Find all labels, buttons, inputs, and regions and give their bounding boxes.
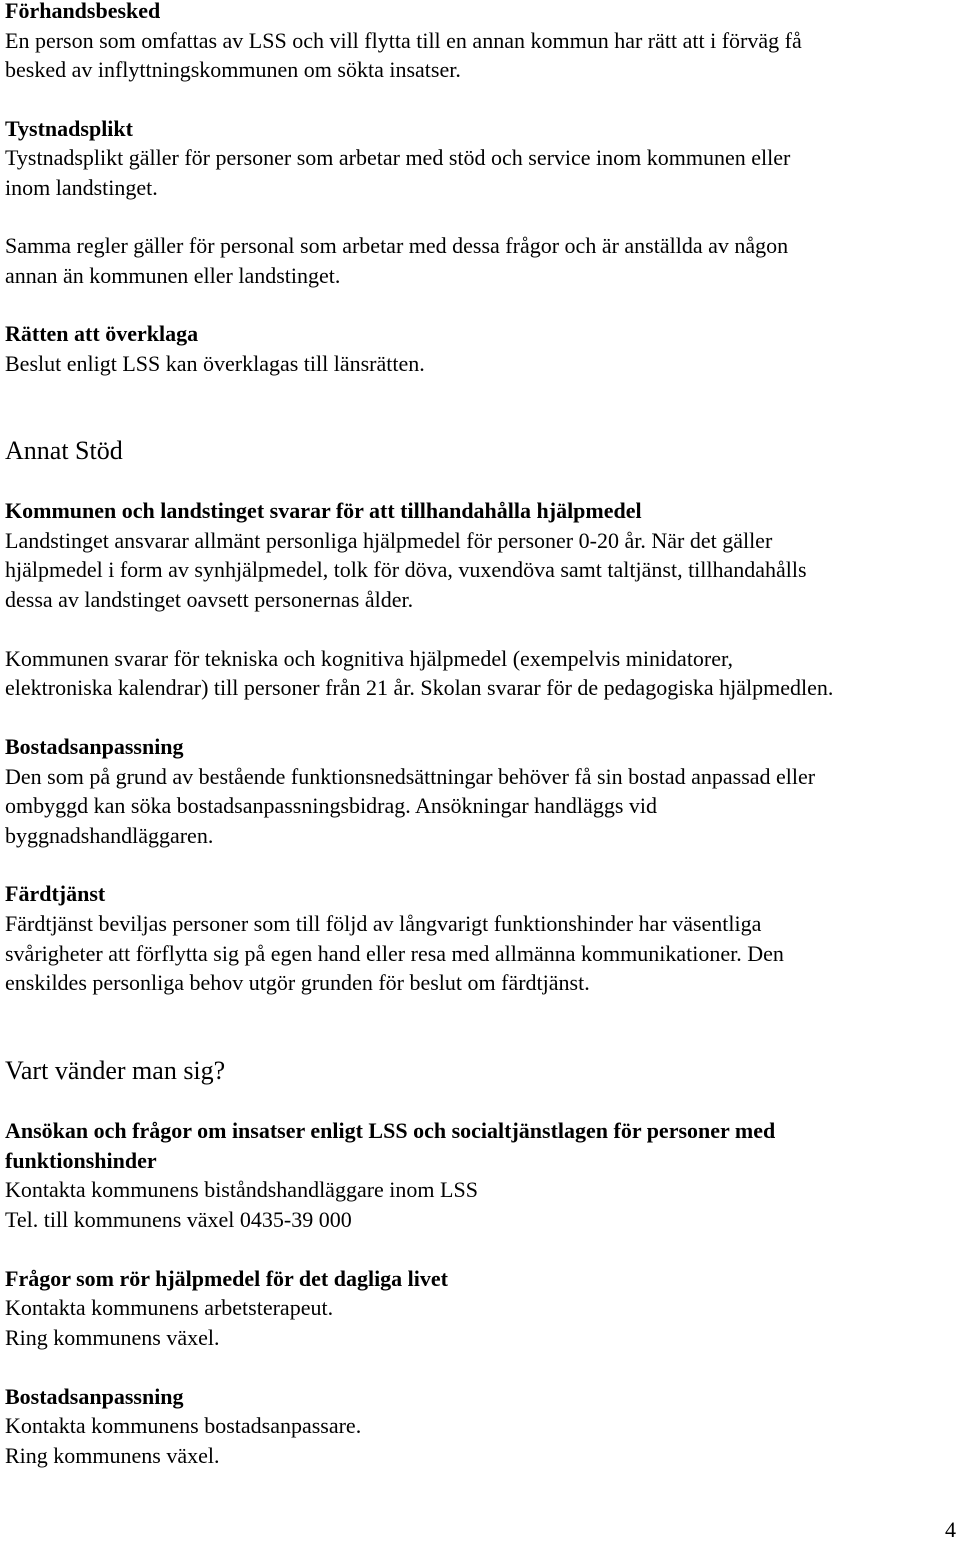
text-line: Den som på grund av bestående funktionsnedsättningar behöver få sin bostad anpassad eller	[5, 764, 816, 789]
heading-bostad: Bostadsanpassning	[5, 1384, 184, 1409]
heading-bostadsanpassning: Bostadsanpassning	[5, 734, 184, 759]
heading-overklaga: Rätten att överklaga	[5, 321, 199, 346]
text-line: Beslut enligt LSS kan överklagas till länsrätten.	[5, 351, 425, 376]
text-line: Ring kommunens växel.	[5, 1443, 220, 1468]
text-line: dessa av landstinget oavsett personernas ålder.	[5, 587, 414, 612]
heading-ansokan: Ansökan och frågor om insatser enligt LSS och socialtjänstlagen för personer med	[5, 1118, 776, 1143]
text-line: Samma regler gäller för personal som arbetar med dessa frågor och är anställda av någon	[5, 233, 789, 258]
text-line: byggnadshandläggaren.	[5, 823, 214, 848]
text-line: Ring kommunens växel.	[5, 1325, 220, 1350]
text-line: hjälpmedel i form av synhjälpmedel, tolk för döva, vuxendöva samt taltjänst, tillhandahålls	[5, 557, 807, 582]
heading-fardtjanst: Färdtjänst	[5, 881, 106, 906]
section-title-annat-stod: Annat Stöd	[5, 436, 123, 465]
heading-tystnadsplikt: Tystnadsplikt	[5, 116, 133, 141]
text-line: svårigheter att förflytta sig på egen hand eller resa med allmänna kommunikationer. Den	[5, 941, 784, 966]
page-number: 4	[945, 1517, 956, 1542]
text-line: Tystnadsplikt gäller för personer som arbetar med stöd och service inom kommunen eller	[5, 145, 791, 170]
heading-forhandsbesked: Förhandsbesked	[5, 0, 161, 23]
text-line: En person som omfattas av LSS och vill flytta till en annan kommun har rätt att i förväg få	[5, 28, 802, 53]
text-line: Landstinget ansvarar allmänt personliga hjälpmedel för personer 0-20 år. När det gäller	[5, 528, 773, 553]
text-line: annan än kommunen eller landstinget.	[5, 263, 341, 288]
heading-ansokan-cont: funktionshinder	[5, 1148, 157, 1173]
text-line: elektroniska kalendrar) till personer från 21 år. Skolan svarar för de pedagogiska hjälpmedlen.	[5, 675, 834, 700]
heading-hjalpmedel: Kommunen och landstinget svarar för att tillhandahålla hjälpmedel	[5, 498, 642, 523]
text-line: enskildes personliga behov utgör grunden för beslut om färdtjänst.	[5, 970, 590, 995]
text-line: Tel. till kommunens växel 0435-39 000	[5, 1207, 352, 1232]
text-line: Färdtjänst beviljas personer som till följd av långvarigt funktionshinder har väsentliga	[5, 911, 762, 936]
heading-fragor: Frågor som rör hjälpmedel för det dagliga livet	[5, 1266, 448, 1291]
text-line: Kontakta kommunens bostadsanpassare.	[5, 1413, 362, 1438]
text-line: Kontakta kommunens arbetsterapeut.	[5, 1295, 334, 1320]
section-title-vart: Vart vänder man sig?	[5, 1056, 226, 1085]
text-line: inom landstinget.	[5, 175, 158, 200]
text-line: besked av inflyttningskommunen om sökta insatser.	[5, 57, 461, 82]
text-line: Kommunen svarar för tekniska och kognitiva hjälpmedel (exempelvis minidatorer,	[5, 646, 733, 671]
text-line: ombyggd kan söka bostadsanpassningsbidrag. Ansökningar handläggs vid	[5, 793, 657, 818]
text-line: Kontakta kommunens biståndshandläggare inom LSS	[5, 1177, 478, 1202]
